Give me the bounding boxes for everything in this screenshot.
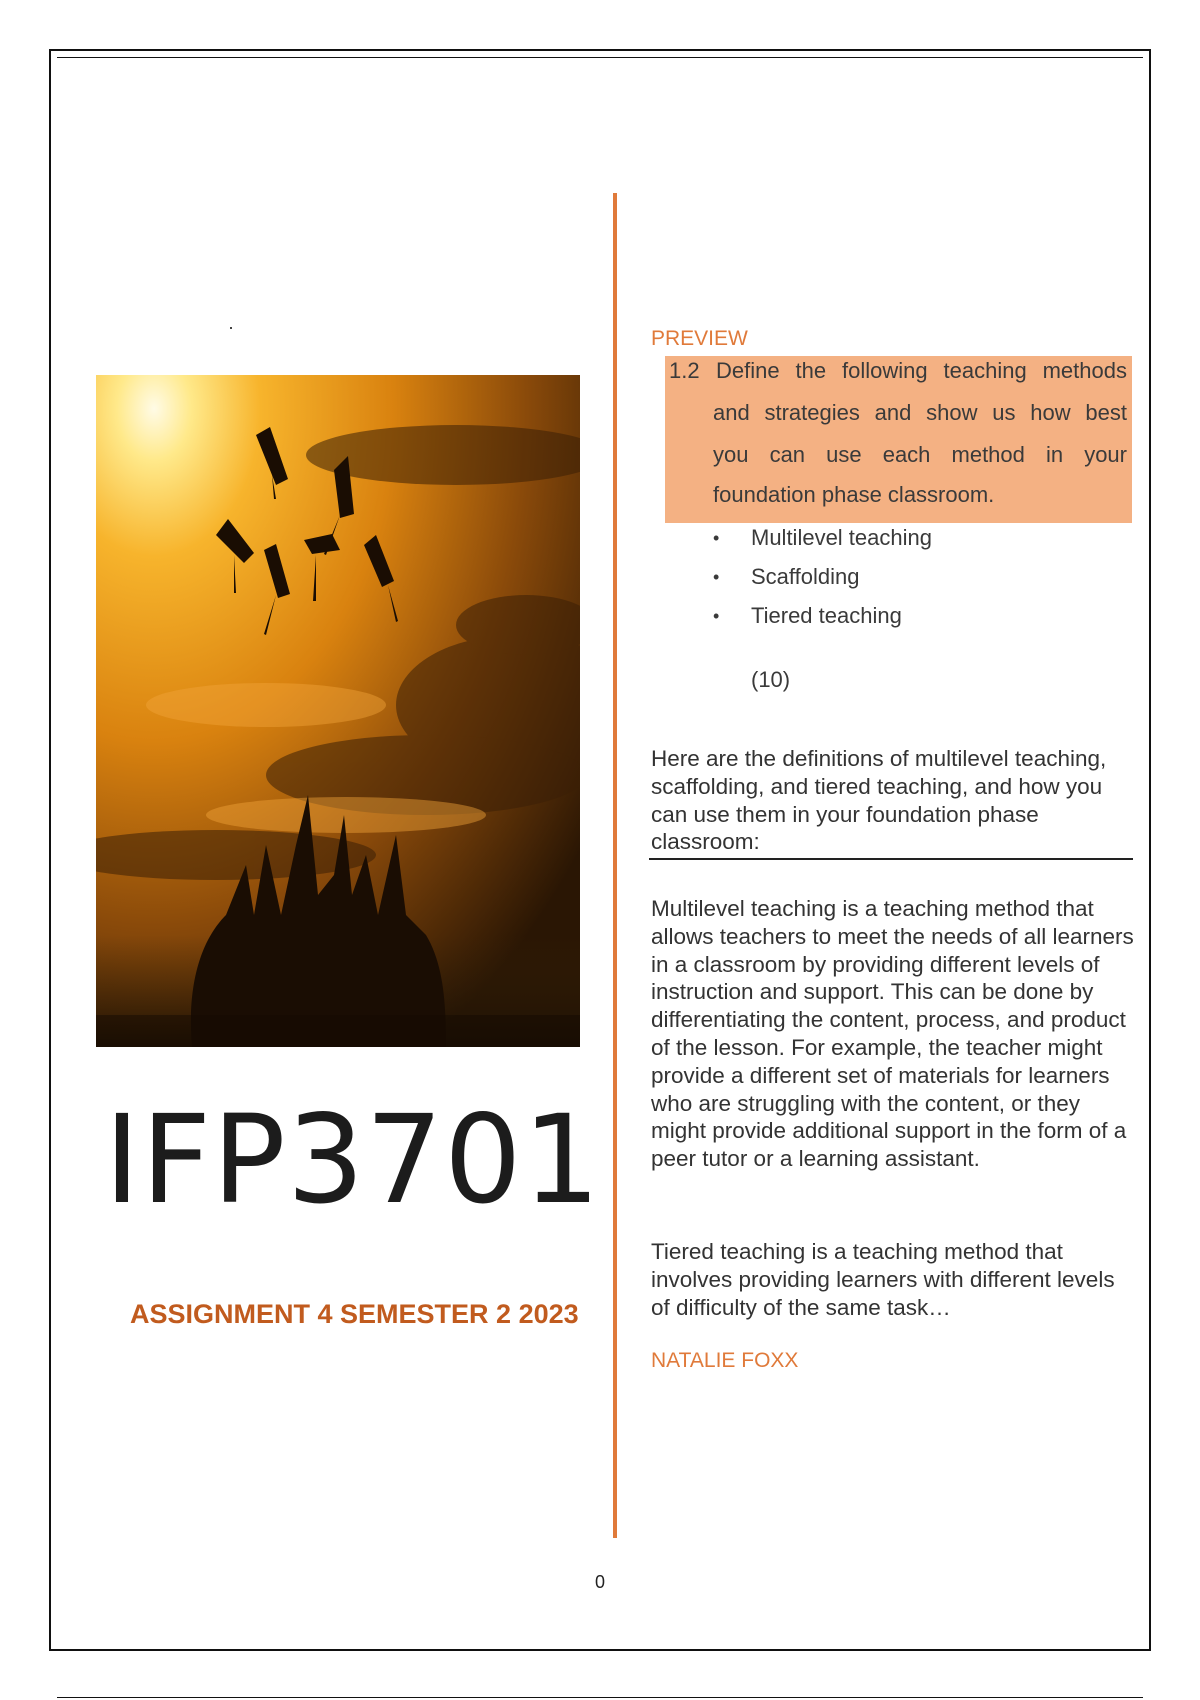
method-list — [713, 523, 932, 640]
page-number: 0 — [594, 1572, 605, 1592]
multilevel-paragraph: Multilevel teaching is a teaching method that allows teachers to meet the needs of all learners in a classroom by providing different levels of instruction and support. This can be done by differentiating the content, process, and product of the lesson. For example, the teacher might provide a different set of materials for learners who are struggling with the content, or they might provide additional support in the form of a peer tutor or a learning assistant. — [651, 896, 1134, 1172]
stray-dot — [230, 327, 232, 329]
intro-paragraph: Here are the definitions of multilevel teaching, scaffolding, and tiered teaching, and how you can use them in your foundation phase classroom: — [651, 746, 1107, 855]
question-line: Define the following teaching methods — [716, 358, 1127, 383]
question-number: 1.2 — [669, 358, 700, 383]
intro-underline — [649, 858, 1133, 860]
question-line: foundation phase classroom. — [713, 482, 995, 507]
list-item: • Tiered teaching — [713, 601, 932, 640]
question-line: you can use each method in your — [713, 442, 1127, 467]
cover-image — [96, 375, 580, 1047]
list-item: • Multilevel teaching — [713, 523, 932, 562]
page-border-inner-top — [57, 57, 1143, 58]
list-item: • Scaffolding — [713, 562, 932, 601]
column-divider — [613, 193, 617, 1538]
author-name: NATALIE FOXX — [651, 1349, 799, 1372]
tiered-paragraph: Tiered teaching is a teaching method that involves providing learners with different levels of difficulty of the same task… — [651, 1239, 1115, 1320]
page-bottom-rule — [57, 1697, 1143, 1698]
course-code: IFP3701 — [104, 1089, 602, 1231]
question-marks: (10) — [751, 667, 791, 692]
question-line: and strategies and show us how best — [713, 400, 1127, 425]
assignment-title: ASSIGNMENT 4 SEMESTER 2 2023 — [130, 1299, 579, 1329]
preview-label: PREVIEW — [651, 327, 748, 350]
